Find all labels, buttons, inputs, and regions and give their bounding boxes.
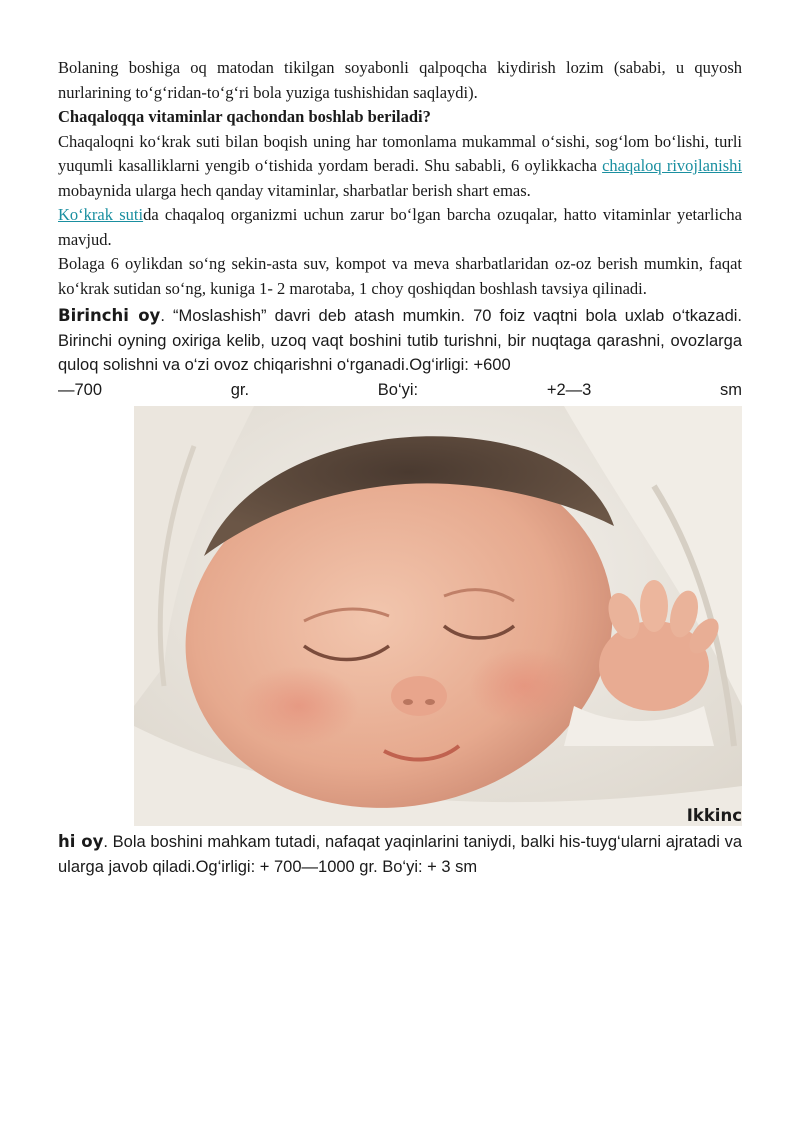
paragraph-text-end: mobaynida ularga hech qanday vitaminlar, sharbatlar berish shart emas. bbox=[58, 180, 531, 200]
paragraph-month-1 bbox=[58, 304, 742, 378]
measure-part: +2—3 bbox=[546, 380, 592, 399]
month-1-measurements-line bbox=[58, 378, 742, 403]
paragraph-juices: Bolaga 6 oylikdan so‘ng sekin-asta suv, kompot va meva sharbatlaridan oz-oz berish mumkin, faqat ko‘krak sutidan so‘ng, kuniga 1- 2 marotaba, 1 choy qoshiqdan boshlash tavsiya qilinadi. bbox=[58, 254, 742, 298]
measure-part: gr. bbox=[230, 380, 250, 399]
link-chaqaloq-rivojlanishi[interactable]: chaqaloq rivojlanishi bbox=[602, 156, 743, 175]
paragraph-text-end: da chaqaloq organizmi uchun zarur bo‘lgan barcha ozuqalar, hatto vitaminlar yetarlicha mavjud. bbox=[58, 205, 742, 249]
measure-part: Bo‘yi: bbox=[377, 380, 419, 399]
month-2-text: . Bola boshini mahkam tutadi, nafaqat yaqinlarini taniydi, balki his-tuyg‘ularni ajratadi va ularga javob qiladi.Og‘irligi: + 700—1000 gr. Bo‘yi: + 3 sm bbox=[58, 833, 742, 876]
paragraph-breastmilk bbox=[58, 203, 742, 252]
measure-part: —700 bbox=[58, 380, 103, 399]
month-1-title: Birinchi oy bbox=[58, 306, 161, 325]
month-2-title-start: Ikkinc bbox=[686, 805, 742, 825]
document-page bbox=[58, 56, 742, 879]
paragraph-month-2 bbox=[58, 830, 742, 879]
month-2-title-end: hi oy bbox=[58, 832, 104, 851]
measure-part: sm bbox=[720, 380, 742, 399]
month-1-text: . “Moslashish” davri deb atash mumkin. 70 foiz vaqtni bola uxlab o‘tkazadi. Birinchi oyning oxiriga kelib, uzoq vaqt boshini tutib turishni, bir nuqtaga qarashni, ovozlarga quloq solishni va o‘zi ovoz chiqarishni o‘rganadi.Og‘irligi: +600 bbox=[58, 307, 743, 374]
sleeping-newborn-photo bbox=[134, 406, 742, 826]
paragraph-breastfeeding bbox=[58, 130, 742, 204]
photo-block bbox=[58, 406, 742, 826]
paragraph-hat-advice: Bolaning boshiga oq matodan tikilgan soyabonli qalpoqcha kiydirish lozim (sababi, u quyosh nurlarining to‘g‘ridan-to‘g‘ri bola yuziga tushishidan saqlaydi). bbox=[58, 58, 742, 102]
link-kokrak-suti[interactable]: Ko‘krak suti bbox=[58, 205, 144, 224]
section-heading-vitamins: Chaqaloqqa vitaminlar qachondan boshlab beriladi? bbox=[58, 107, 431, 126]
paragraph-text-start: Chaqaloqni ko‘krak suti bilan boqish uning har tomonlama mukammal o‘sishi, sog‘lom bo‘lishi, turli yuqumli kasalliklarni yengib o‘tishida yordam beradi. Shu sababli, 6 oylikkacha bbox=[58, 131, 742, 175]
